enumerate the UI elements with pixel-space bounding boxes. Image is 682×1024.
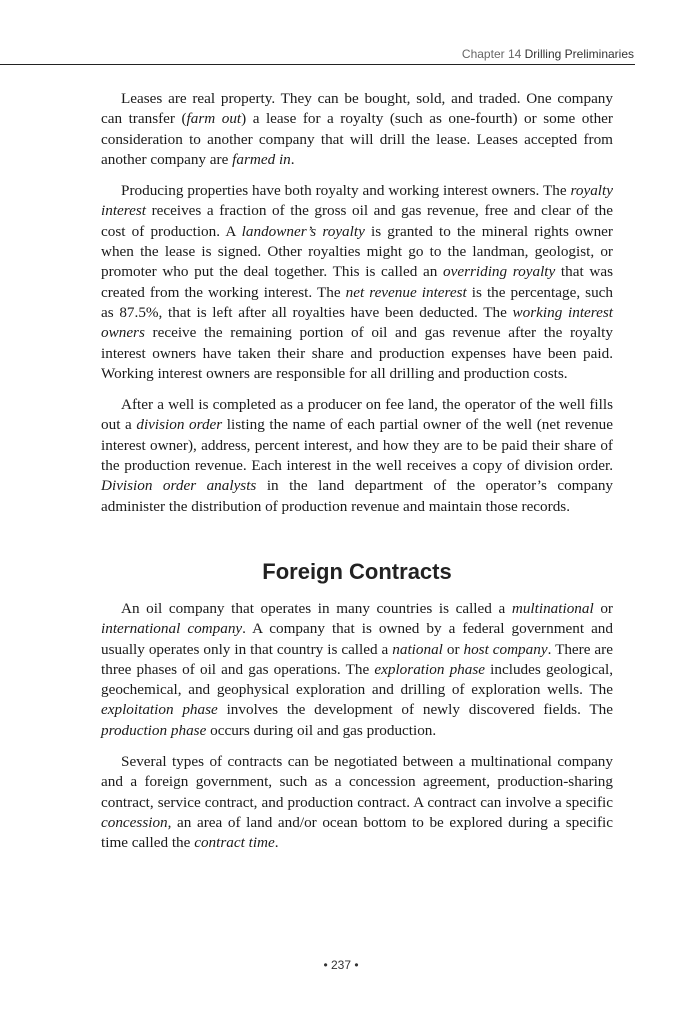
- italic-term: exploration phase: [374, 660, 486, 678]
- body-paragraph: [101, 395, 613, 517]
- text-run: Producing properties have both royalty and working interest owners. The: [121, 182, 571, 200]
- body-paragraph: [101, 752, 613, 853]
- header-rule: [0, 64, 635, 65]
- text-run: receive the remaining portion of oil and gas revenue after the royalty interest owners have taken their share and production expenses have been paid. Working interest owners are responsible for all drilling and production costs.: [101, 324, 613, 382]
- text-run: listing the name of each partial owner of the well (net revenue interest owner), address, percent interest, and how they are to be paid their share of the production revenue. Each interest in the well receives a copy of division order.: [101, 416, 613, 475]
- chapter-number: Chapter 14: [461, 47, 522, 61]
- text-run: ) a lease for a royalty (such as one-fourth) or some other consideration to another company that will drill the lease. Leases accepted from another company are: [101, 110, 613, 168]
- italic-term: royalty interest: [101, 182, 613, 220]
- text-run: Leases are real property. They can be bought, sold, and traded. One company can transfer (: [101, 90, 613, 128]
- text-run: . A company that is owned by a federal government and usually operates only in that country is called a: [101, 620, 613, 658]
- text-run: receives a fraction of the gross oil and gas revenue, free and clear of the cost of production. A: [101, 202, 613, 240]
- italic-term: working interest owners: [101, 303, 613, 342]
- page-number: • 237 •: [323, 958, 359, 972]
- text-run: , an area of land and/or ocean bottom to be explored during a specific time called the: [101, 813, 613, 852]
- body-paragraph: [101, 599, 613, 741]
- text-run: occurs during oil and gas production.: [206, 721, 437, 739]
- italic-term: farm out: [186, 110, 242, 128]
- italic-term: national: [392, 640, 443, 658]
- text-run: Several types of contracts can be negotiated between a multinational company and a foreign government, such as a concession agreement, production-sharing contract, service contract, and production contract. A contract can involve a specific: [101, 753, 613, 811]
- italic-term: production phase: [101, 721, 207, 739]
- paragraphs-bottom: [101, 599, 613, 854]
- paragraphs-top: [101, 89, 613, 517]
- italic-term: multinational: [511, 599, 594, 617]
- italic-term: overriding royalty: [443, 263, 556, 281]
- body-paragraph: [101, 89, 613, 170]
- italic-term: net revenue interest: [345, 283, 467, 301]
- text-run: is the percentage, such as 87.5%, that is left after all royalties have been deducted. The: [101, 283, 613, 321]
- text-run: includes geological, geochemical, and geophysical exploration and drilling of exploration wells. The: [101, 660, 614, 699]
- italic-term: farmed in: [232, 150, 291, 168]
- chapter-title: Drilling Preliminaries: [524, 47, 634, 61]
- italic-term: contract time: [194, 834, 275, 852]
- body-paragraph: [101, 181, 613, 384]
- section-heading: Foreign Contracts: [262, 558, 452, 584]
- text-run: An oil company that operates in many countries is called a: [121, 599, 512, 617]
- italic-term: Division order analysts: [101, 477, 257, 495]
- text-run: . There are three phases of oil and gas operations. The: [101, 640, 613, 678]
- text-run: is granted to the mineral rights owner when the lease is signed. Other royalties might go to the landman, geologist, or promoter who put the deal together. This is called an: [101, 222, 613, 281]
- text-run: .: [290, 150, 295, 168]
- italic-term: division order: [136, 416, 223, 434]
- italic-term: landowner’s royalty: [241, 222, 365, 240]
- text-run: involves the development of newly discovered fields. The: [217, 701, 613, 719]
- running-header: [462, 47, 634, 61]
- italic-term: international company: [101, 620, 243, 638]
- text-run: or: [593, 599, 613, 617]
- italic-term: concession: [101, 813, 168, 831]
- text-run: .: [274, 834, 279, 852]
- text-run: that was created from the working interest. The: [101, 263, 613, 301]
- italic-term: host company: [463, 640, 548, 658]
- text-run: or: [442, 640, 464, 658]
- page-body: [101, 89, 613, 865]
- text-run: in the land department of the operator’s company administer the distribution of production revenue and maintain those records.: [101, 477, 614, 515]
- italic-term: exploitation phase: [101, 701, 218, 719]
- text-run: After a well is completed as a producer on fee land, the operator of the well fills out a: [101, 396, 613, 434]
